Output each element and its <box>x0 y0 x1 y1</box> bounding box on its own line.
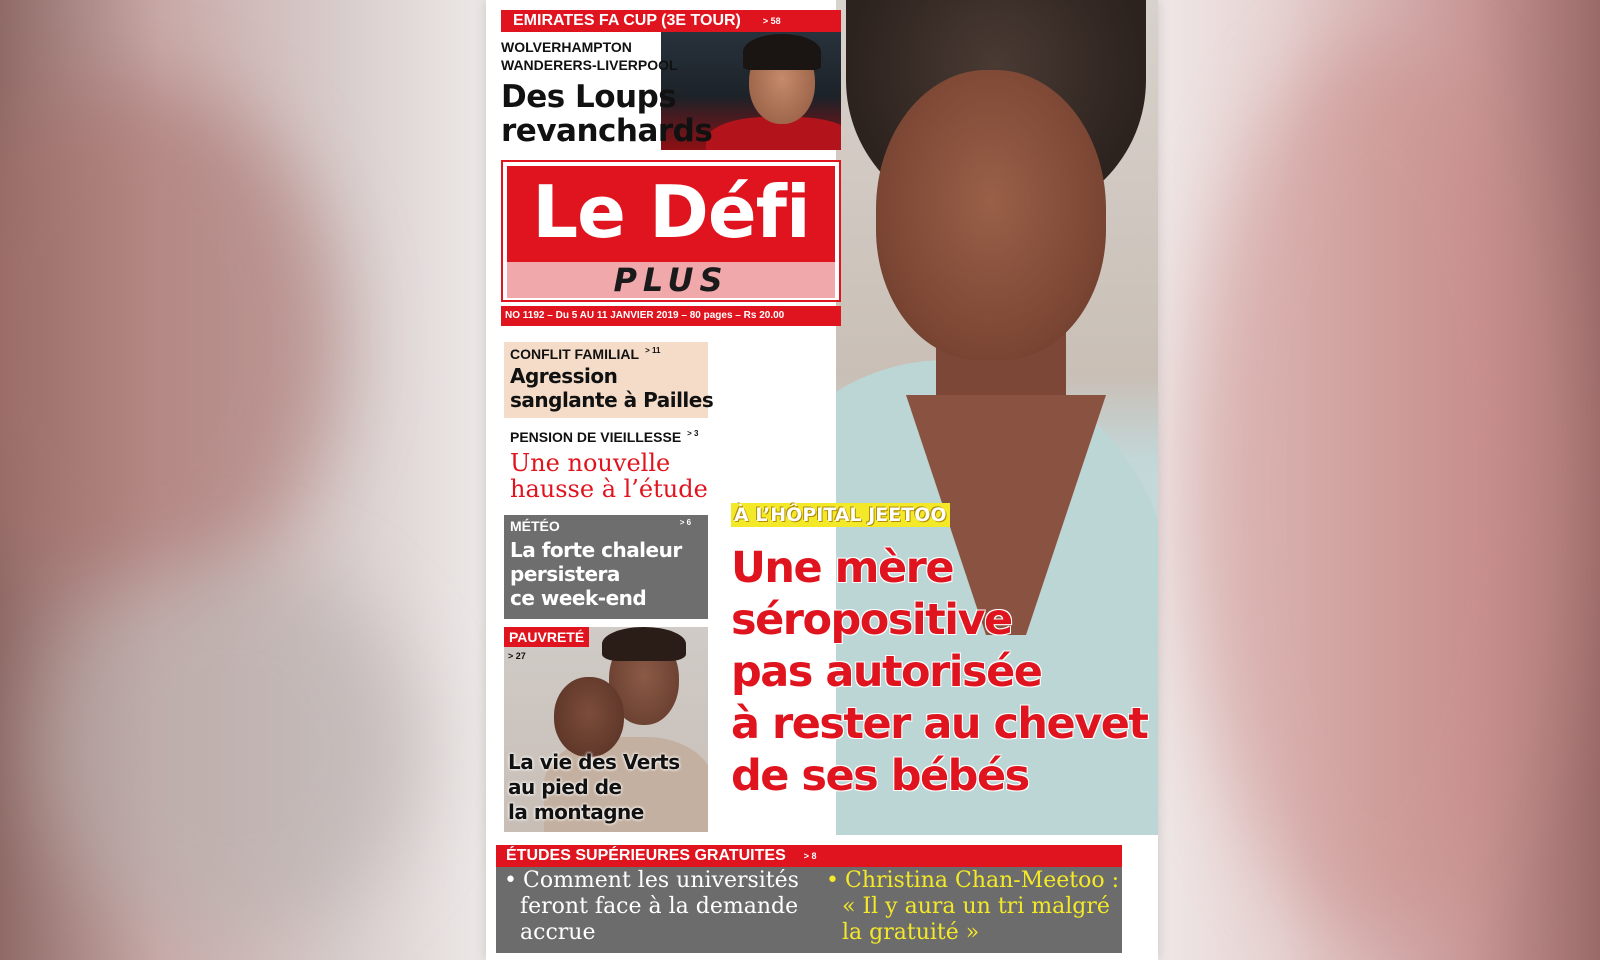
bullet-icon: • <box>504 868 517 893</box>
masthead-plus: PLUS <box>613 261 729 299</box>
background-blur-left-lower <box>40 560 420 940</box>
bottom-teaser-universities[interactable]: • Comment les universités feront face à la demande accrue <box>504 868 799 945</box>
teaser-pauvrete-page-ref: > 27 <box>508 651 526 661</box>
background-blur-left <box>0 80 340 600</box>
masthead-logo <box>501 160 841 302</box>
sports-match-name: WOLVERHAMPTON WANDERERS-LIVERPOOL <box>501 39 678 73</box>
main-story-headline[interactable]: Une mère séropositive pas autorisée à rester au chevet de ses bébés <box>731 543 1148 801</box>
newspaper-front-page <box>486 0 1158 960</box>
bottom-banner[interactable]: ÉTUDES SUPÉRIEURES GRATUITES $^{> 8}$ <box>496 845 1122 867</box>
teaser-pension-kicker: PENSION DE VIEILLESSE $^{> 3}$ <box>510 429 699 445</box>
teaser-conflit-title[interactable]: Agression sanglante à Pailles <box>510 364 714 412</box>
sports-banner[interactable] <box>501 10 841 32</box>
bottom-teaser-interview[interactable]: • Christina Chan-Meetoo : « Il y aura un tri malgré la gratuité » <box>826 868 1120 945</box>
main-story-kicker: À L’HÔPITAL JEETOO <box>731 503 950 527</box>
teaser-meteo-kicker: MÉTÉO $^{> 6}$ <box>510 518 692 534</box>
teaser-meteo-title[interactable]: La forte chaleur persistera ce week-end <box>510 538 682 610</box>
teaser-pauvrete-kicker: PAUVRETÉ <box>504 627 589 647</box>
sports-headline[interactable]: Des Loups revanchards <box>501 79 713 149</box>
masthead-name: Le Défi <box>532 170 810 254</box>
sports-banner-label: EMIRATES FA CUP (3E TOUR) <box>513 12 741 29</box>
main-story-page-ref: > 16 <box>734 812 752 822</box>
sports-page-ref: > 58 <box>762 16 781 26</box>
issue-info: NO 1192 – Du 5 AU 11 JANVIER 2019 – 80 pages – Rs 20.00 <box>501 306 841 326</box>
teaser-pauvrete-title[interactable]: La vie des Verts au pied de la montagne <box>508 750 680 824</box>
teaser-conflit-kicker: CONFLIT FAMILIAL $^{> 11}$ <box>510 346 661 362</box>
bullet-icon: • <box>826 868 839 893</box>
teaser-pension-title[interactable]: Une nouvelle hausse à l’étude <box>510 449 708 503</box>
background-blur-right <box>1190 40 1570 940</box>
